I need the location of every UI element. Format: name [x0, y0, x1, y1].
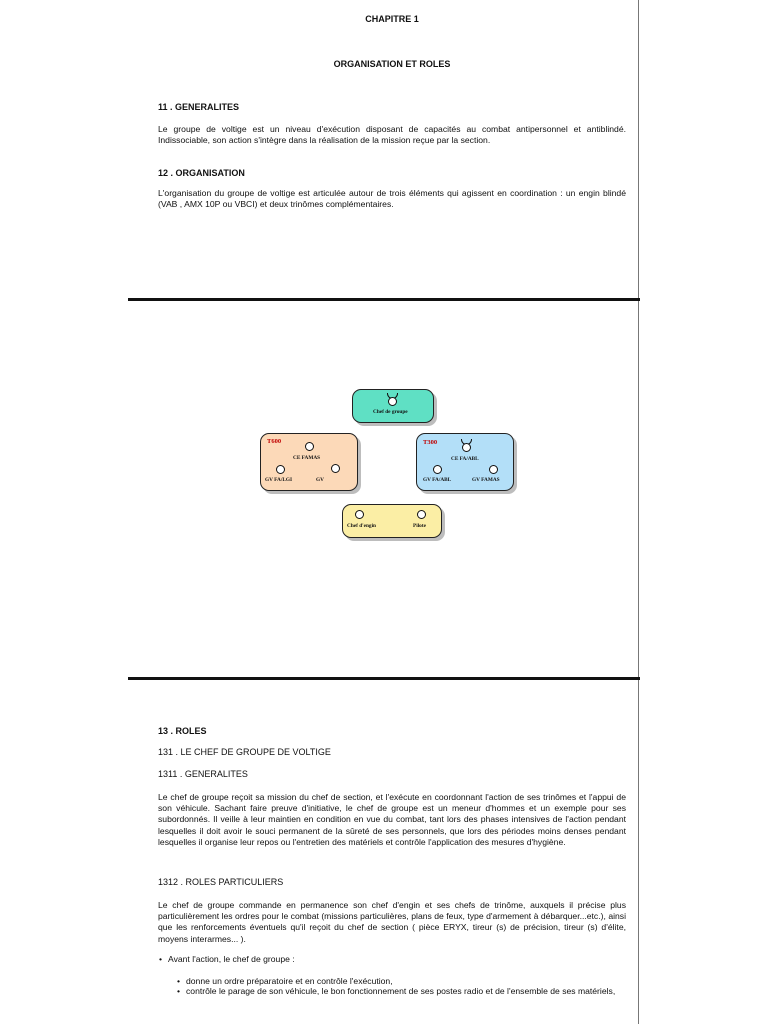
person-icon [388, 397, 397, 406]
left-trinome-box [260, 433, 358, 491]
heading-11: 11 . GENERALITES [158, 102, 240, 112]
paragraph-1312: Le chef de groupe commande en permanence son chef d'engin et ses chefs de trinôme, auxquels il précise plus particulièrement les ordres pour le combat (missions particulières, plans de feux, type d'armement à débarquer...etc.), ainsi que les renforcements éventuels qu'il reçoit du chef de section ( pièce ERYX, tireur (s) de précision, tireur (s) d'élite, moyens interarmes... ). [158, 900, 626, 944]
page-edge-line [638, 0, 639, 1024]
right-leader-label: CE FA/ABL [451, 456, 479, 462]
heading-1311: 1311 . GENERALITES [158, 769, 248, 779]
paragraph-1311: Le chef de groupe reçoit sa mission du chef de section, et l'exécute en coordonnant l'action de ses trinômes et l'appui de son véhicule. Sachant faire preuve d'initiative, le chef de groupe est un meneur d'hommes et un exemple pour ses subordonnés. Il veille à leur maintien en condition en vue du combat, tant lors des phases intensives de l'action pendant lesquelles il doit avoir le souci permanent de la sûreté de ses personnels, que lors des périodes moins denses pendant lesquelles il organise leur repos ou l'entretien des matériels et contrôle l'application des mesures d'hygiène. [158, 792, 626, 847]
heading-131: 131 . LE CHEF DE GROUPE DE VOLTIGE [158, 747, 331, 757]
left-member-right-label: GV [316, 477, 324, 483]
list-item: • contrôle le parage de son véhicule, le bon fonctionnement de ses postes radio et de l'ensemble de ses matériels, [186, 986, 636, 996]
right-trinome-box [416, 433, 514, 491]
person-icon [417, 510, 426, 519]
heading-12: 12 . ORGANISATION [158, 168, 245, 178]
heading-1312: 1312 . ROLES PARTICULIERS [158, 877, 284, 887]
bullet-list [158, 954, 636, 965]
chef-de-groupe-box [352, 389, 434, 423]
left-member-left-label: GV FA/LGI [265, 477, 293, 483]
list-item: • donne un ordre préparatoire et en contrôle l'exécution, [186, 976, 636, 986]
person-icon [433, 465, 442, 474]
vehicle-team-box [342, 504, 442, 538]
chapter-title: ORGANISATION ET ROLES [333, 59, 451, 69]
person-icon [462, 443, 471, 452]
right-trinome-tag: T300 [423, 439, 438, 446]
sub-bullet-list [176, 976, 636, 997]
chef-d-engin-label: Chef d'engin [347, 523, 376, 529]
person-icon [331, 464, 340, 473]
chapter-number: CHAPITRE 1 [365, 14, 419, 24]
left-leader-label: CE FAMAS [293, 455, 321, 461]
person-icon [276, 465, 285, 474]
paragraph-12: L'organisation du groupe de voltige est articulée autour de trois éléments qui agissent en coordination : un engin blindé (VAB , AMX 10P ou VBCI) et deux trinômes complémentaires. [158, 188, 626, 210]
person-icon [305, 442, 314, 451]
right-member-right-label: GV FAMAS [472, 477, 500, 483]
right-member-left-label: GV FA/ABL [423, 477, 452, 483]
person-icon [355, 510, 364, 519]
page-separator [128, 298, 640, 301]
list-item: • Avant l'action, le chef de groupe : [168, 954, 636, 965]
page-separator [128, 677, 640, 680]
left-trinome-tag: T600 [267, 438, 282, 445]
heading-13: 13 . ROLES [158, 726, 207, 736]
chef-de-groupe-label: Chef de groupe [373, 409, 408, 415]
pilote-label: Pilote [413, 523, 426, 529]
paragraph-11: Le groupe de voltige est un niveau d'exécution disposant de capacités au combat antipersonnel et antiblindé. Indissociable, son action s'intègre dans la réalisation de la mission reçue par la section. [158, 124, 626, 146]
person-icon [489, 465, 498, 474]
